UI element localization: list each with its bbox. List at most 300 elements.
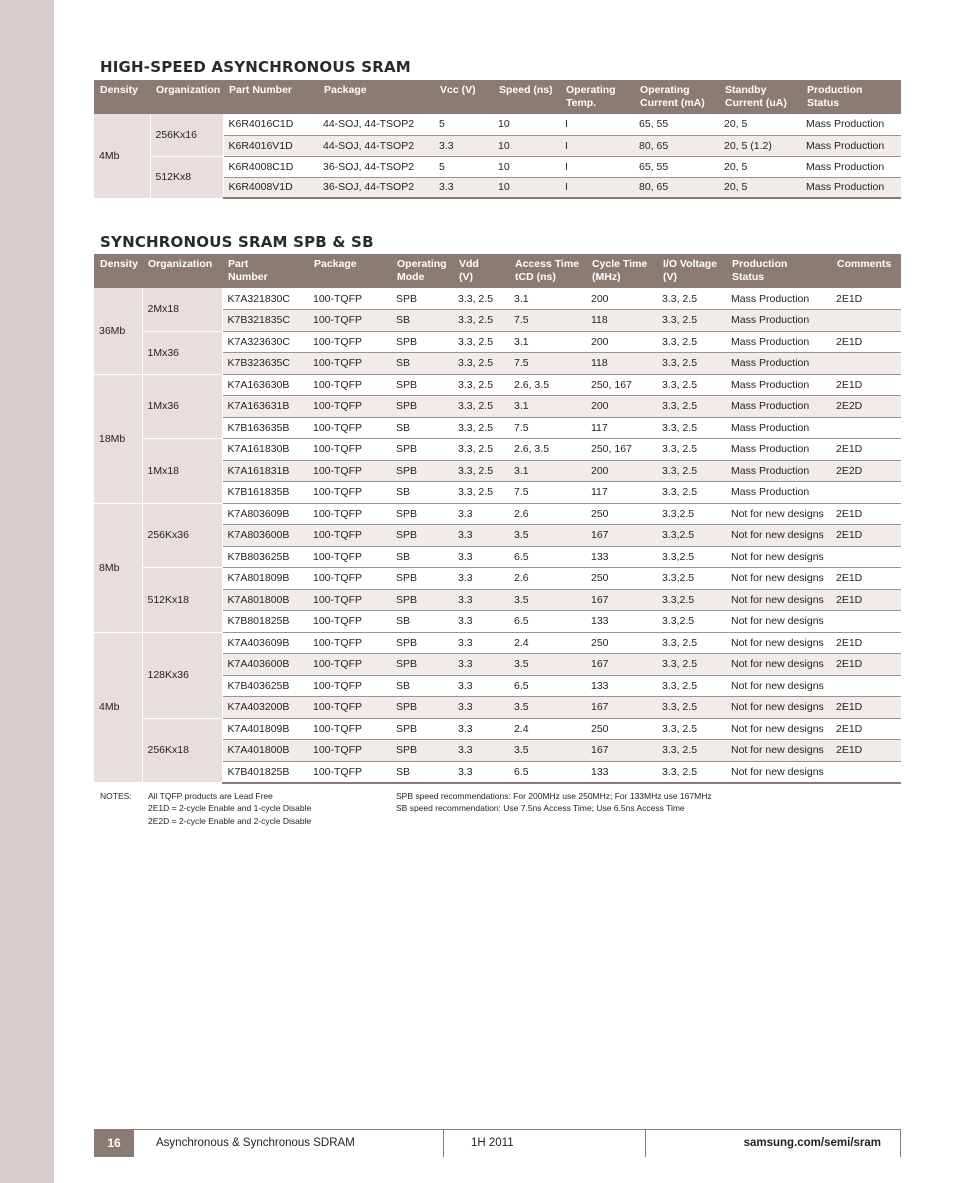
table-cell: 3.3 bbox=[453, 525, 509, 547]
part-number-cell: K7A403609B bbox=[222, 632, 308, 654]
table-cell: Mass Production bbox=[726, 439, 831, 461]
table-cell: Not for new designs bbox=[726, 568, 831, 590]
table-cell: 3.3, 2.5 bbox=[657, 310, 726, 332]
table-row bbox=[94, 718, 901, 740]
table-cell: 2.4 bbox=[509, 632, 586, 654]
table-cell: SB bbox=[391, 417, 453, 439]
table-cell: 6.5 bbox=[509, 675, 586, 697]
column-header: Part Number bbox=[222, 254, 308, 288]
column-header: Operating Temp. bbox=[560, 80, 634, 114]
table-cell: 200 bbox=[586, 460, 657, 482]
table-cell: 6.5 bbox=[509, 761, 586, 783]
table-cell: 200 bbox=[586, 331, 657, 353]
part-number-cell: K7A163631B bbox=[222, 396, 308, 418]
table-cell: 117 bbox=[586, 417, 657, 439]
table-cell: 100-TQFP bbox=[308, 546, 391, 568]
table-cell: 20, 5 bbox=[719, 177, 801, 198]
table-cell: Not for new designs bbox=[726, 546, 831, 568]
part-number-cell: K7A403200B bbox=[222, 697, 308, 719]
note-line: 2E1D = 2-cycle Enable and 1-cycle Disable bbox=[148, 803, 312, 814]
table-cell: 100-TQFP bbox=[308, 740, 391, 762]
column-header: Operating Mode bbox=[391, 254, 453, 288]
table-cell: 44-SOJ, 44-TSOP2 bbox=[318, 114, 434, 135]
table-cell: 3.3,2.5 bbox=[657, 611, 726, 633]
table-cell: 100-TQFP bbox=[308, 482, 391, 504]
column-header: Vdd (V) bbox=[453, 254, 509, 288]
table-cell: 3.3, 2.5 bbox=[453, 353, 509, 375]
organization-cell: 1Mx36 bbox=[142, 331, 222, 374]
column-header: Speed (ns) bbox=[493, 80, 560, 114]
table-cell: Not for new designs bbox=[726, 525, 831, 547]
table-cell: Not for new designs bbox=[726, 611, 831, 633]
table-cell: 2E1D bbox=[831, 331, 901, 353]
table-cell: SPB bbox=[391, 697, 453, 719]
async-sram-title: HIGH-SPEED ASYNCHRONOUS SRAM bbox=[100, 58, 411, 76]
organization-cell: 1Mx18 bbox=[142, 439, 222, 504]
note-line: SB speed recommendation: Use 7.5ns Access Time; Use 6.5ns Access Time bbox=[396, 803, 685, 814]
table-cell: Not for new designs bbox=[726, 761, 831, 783]
table-cell: 3.3, 2.5 bbox=[657, 353, 726, 375]
table-cell: SPB bbox=[391, 525, 453, 547]
table-cell: 100-TQFP bbox=[308, 417, 391, 439]
table-cell: SPB bbox=[391, 654, 453, 676]
table-cell: 2.6, 3.5 bbox=[509, 374, 586, 396]
table-cell: SB bbox=[391, 353, 453, 375]
table-header-row bbox=[94, 254, 901, 288]
table-cell: 100-TQFP bbox=[308, 439, 391, 461]
table-cell: 7.5 bbox=[509, 482, 586, 504]
table-cell: 3.3, 2.5 bbox=[453, 460, 509, 482]
table-cell: 133 bbox=[586, 611, 657, 633]
table-cell: 100-TQFP bbox=[308, 611, 391, 633]
table-cell: 167 bbox=[586, 589, 657, 611]
table-cell: Mass Production bbox=[726, 482, 831, 504]
table-row bbox=[94, 374, 901, 396]
organization-cell: 512Kx18 bbox=[142, 568, 222, 633]
table-cell: SPB bbox=[391, 460, 453, 482]
table-cell: 80, 65 bbox=[634, 177, 719, 198]
table-cell: Not for new designs bbox=[726, 740, 831, 762]
part-number-cell: K7A803600B bbox=[222, 525, 308, 547]
table-cell: 3.3 bbox=[453, 740, 509, 762]
table-cell: 5 bbox=[434, 114, 493, 135]
table-cell: 3.3,2.5 bbox=[657, 568, 726, 590]
table-cell: 100-TQFP bbox=[308, 331, 391, 353]
table-cell: 2E2D bbox=[831, 396, 901, 418]
part-number-cell: K7A403600B bbox=[222, 654, 308, 676]
table-cell bbox=[831, 546, 901, 568]
notes-label: NOTES: bbox=[100, 791, 132, 801]
table-cell: 100-TQFP bbox=[308, 374, 391, 396]
table-cell: Mass Production bbox=[726, 460, 831, 482]
table-cell: 3.3, 2.5 bbox=[657, 697, 726, 719]
table-cell: 250, 167 bbox=[586, 439, 657, 461]
table-cell: 5 bbox=[434, 156, 493, 177]
part-number-cell: K7B163635B bbox=[222, 417, 308, 439]
table-cell: 3.3,2.5 bbox=[657, 546, 726, 568]
table-cell: Mass Production bbox=[801, 177, 901, 198]
table-cell: 2E1D bbox=[831, 525, 901, 547]
table-row bbox=[94, 156, 901, 177]
table-cell: SB bbox=[391, 310, 453, 332]
table-cell: 3.3, 2.5 bbox=[657, 632, 726, 654]
table-cell: 3.3,2.5 bbox=[657, 525, 726, 547]
table-cell: 250 bbox=[586, 503, 657, 525]
table-cell: Not for new designs bbox=[726, 675, 831, 697]
table-cell: 250 bbox=[586, 568, 657, 590]
table-cell: 2E1D bbox=[831, 439, 901, 461]
table-cell: 7.5 bbox=[509, 417, 586, 439]
part-number-cell: K7B161835B bbox=[222, 482, 308, 504]
table-cell: 100-TQFP bbox=[308, 697, 391, 719]
table-cell: 200 bbox=[586, 288, 657, 310]
table-cell: 3.3, 2.5 bbox=[657, 482, 726, 504]
table-cell: Mass Production bbox=[726, 310, 831, 332]
table-cell: I bbox=[560, 177, 634, 198]
part-number-cell: K7A801809B bbox=[222, 568, 308, 590]
table-cell: 20, 5 (1.2) bbox=[719, 135, 801, 156]
table-cell: 3.5 bbox=[509, 697, 586, 719]
table-cell: 7.5 bbox=[509, 353, 586, 375]
notes-column-2 bbox=[396, 790, 712, 815]
table-cell: 2E1D bbox=[831, 654, 901, 676]
note-line: All TQFP products are Lead Free bbox=[148, 791, 273, 801]
table-cell: 3.3 bbox=[453, 632, 509, 654]
part-number-cell: K6R4008V1D bbox=[223, 177, 318, 198]
table-cell: Mass Production bbox=[726, 353, 831, 375]
column-header: Density bbox=[94, 80, 150, 114]
page-number: 16 bbox=[94, 1130, 134, 1157]
table-cell: 3.3 bbox=[453, 503, 509, 525]
table-cell: SPB bbox=[391, 718, 453, 740]
table-cell: 133 bbox=[586, 546, 657, 568]
table-cell: SPB bbox=[391, 288, 453, 310]
table-cell: 250 bbox=[586, 718, 657, 740]
table-cell: 250, 167 bbox=[586, 374, 657, 396]
column-header: Cycle Time (MHz) bbox=[586, 254, 657, 288]
table-cell: I bbox=[560, 114, 634, 135]
table-cell: 167 bbox=[586, 525, 657, 547]
organization-cell: 2Mx18 bbox=[142, 288, 222, 331]
sync-sram-table bbox=[94, 254, 901, 784]
table-cell: 167 bbox=[586, 697, 657, 719]
table-cell: 6.5 bbox=[509, 546, 586, 568]
table-cell: 10 bbox=[493, 177, 560, 198]
table-cell: 65, 55 bbox=[634, 156, 719, 177]
table-cell: 10 bbox=[493, 114, 560, 135]
table-cell: 3.3 bbox=[453, 589, 509, 611]
table-cell: Not for new designs bbox=[726, 503, 831, 525]
table-cell: 3.3, 2.5 bbox=[657, 740, 726, 762]
table-cell: SB bbox=[391, 761, 453, 783]
table-cell: 2.6 bbox=[509, 568, 586, 590]
table-cell: 2E1D bbox=[831, 589, 901, 611]
part-number-cell: K6R4016C1D bbox=[223, 114, 318, 135]
note-line: SPB speed recommendations: For 200MHz use 250MHz; For 133MHz use 167MHz bbox=[396, 791, 712, 801]
part-number-cell: K7B401825B bbox=[222, 761, 308, 783]
part-number-cell: K7A801800B bbox=[222, 589, 308, 611]
table-cell: SPB bbox=[391, 396, 453, 418]
table-cell: 100-TQFP bbox=[308, 353, 391, 375]
part-number-cell: K7B403625B bbox=[222, 675, 308, 697]
table-cell: Mass Production bbox=[726, 331, 831, 353]
organization-cell: 1Mx36 bbox=[142, 374, 222, 439]
table-cell: 3.1 bbox=[509, 396, 586, 418]
table-cell bbox=[831, 417, 901, 439]
table-cell: 3.3, 2.5 bbox=[657, 396, 726, 418]
table-cell: 3.3, 2.5 bbox=[657, 654, 726, 676]
density-cell: 4Mb bbox=[94, 114, 150, 198]
table-cell: I bbox=[560, 135, 634, 156]
table-cell: 3.1 bbox=[509, 460, 586, 482]
table-cell: 3.3,2.5 bbox=[657, 503, 726, 525]
table-cell: 133 bbox=[586, 761, 657, 783]
table-cell: 3.3 bbox=[453, 654, 509, 676]
table-cell: SPB bbox=[391, 632, 453, 654]
table-row bbox=[94, 288, 901, 310]
column-header: Density bbox=[94, 254, 142, 288]
table-cell: 3.1 bbox=[509, 288, 586, 310]
part-number-cell: K7A163630B bbox=[222, 374, 308, 396]
table-cell: Mass Production bbox=[726, 396, 831, 418]
organization-cell: 256Kx36 bbox=[142, 503, 222, 568]
column-header: Access Time tCD (ns) bbox=[509, 254, 586, 288]
table-cell: 2E1D bbox=[831, 503, 901, 525]
table-cell: 3.3, 2.5 bbox=[657, 460, 726, 482]
table-cell: 100-TQFP bbox=[308, 288, 391, 310]
table-cell: SB bbox=[391, 482, 453, 504]
table-cell: 3.3, 2.5 bbox=[453, 396, 509, 418]
part-number-cell: K7B323635C bbox=[222, 353, 308, 375]
notes-column-1 bbox=[148, 790, 311, 827]
table-cell: SPB bbox=[391, 503, 453, 525]
table-cell: 2E1D bbox=[831, 718, 901, 740]
table-cell: SPB bbox=[391, 331, 453, 353]
part-number-cell: K6R4008C1D bbox=[223, 156, 318, 177]
table-cell: Mass Production bbox=[801, 156, 901, 177]
table-cell: 20, 5 bbox=[719, 156, 801, 177]
table-cell: 2E1D bbox=[831, 374, 901, 396]
table-row bbox=[94, 114, 901, 135]
table-cell: 3.3, 2.5 bbox=[657, 331, 726, 353]
table-cell: 3.3 bbox=[453, 611, 509, 633]
table-cell: 3.3, 2.5 bbox=[453, 288, 509, 310]
table-cell: 3.3, 2.5 bbox=[657, 374, 726, 396]
footer-date: 1H 2011 bbox=[471, 1137, 514, 1149]
table-cell bbox=[831, 611, 901, 633]
table-header-row bbox=[94, 80, 901, 114]
table-cell: 3.3 bbox=[453, 675, 509, 697]
table-cell: 2E1D bbox=[831, 740, 901, 762]
footer-url-link[interactable]: samsung.com/semi/sram bbox=[743, 1137, 881, 1149]
column-header: Standby Current (uA) bbox=[719, 80, 801, 114]
table-cell: 3.3 bbox=[453, 761, 509, 783]
table-cell: 3.3, 2.5 bbox=[453, 439, 509, 461]
table-cell: Mass Production bbox=[801, 114, 901, 135]
table-row bbox=[94, 503, 901, 525]
table-cell: 100-TQFP bbox=[308, 675, 391, 697]
density-cell: 36Mb bbox=[94, 288, 142, 374]
table-cell: 2E1D bbox=[831, 568, 901, 590]
table-cell: 100-TQFP bbox=[308, 654, 391, 676]
table-cell: 3.5 bbox=[509, 654, 586, 676]
table-cell: 2E1D bbox=[831, 288, 901, 310]
table-cell: 3.3, 2.5 bbox=[657, 718, 726, 740]
table-cell: SB bbox=[391, 546, 453, 568]
table-cell: 44-SOJ, 44-TSOP2 bbox=[318, 135, 434, 156]
table-cell: 3.3 bbox=[434, 135, 493, 156]
table-row bbox=[94, 331, 901, 353]
table-cell: 3.3, 2.5 bbox=[453, 310, 509, 332]
density-cell: 4Mb bbox=[94, 632, 142, 783]
table-cell: 100-TQFP bbox=[308, 632, 391, 654]
part-number-cell: K7B321835C bbox=[222, 310, 308, 332]
part-number-cell: K7A161830B bbox=[222, 439, 308, 461]
table-cell: 117 bbox=[586, 482, 657, 504]
table-cell: 2E2D bbox=[831, 460, 901, 482]
footer-divider bbox=[900, 1130, 901, 1157]
table-cell: SPB bbox=[391, 589, 453, 611]
table-row bbox=[94, 439, 901, 461]
column-header: Vcc (V) bbox=[434, 80, 493, 114]
table-cell: 100-TQFP bbox=[308, 460, 391, 482]
table-cell: 10 bbox=[493, 156, 560, 177]
table-cell: 3.3, 2.5 bbox=[453, 331, 509, 353]
table-cell: I bbox=[560, 156, 634, 177]
part-number-cell: K7A803609B bbox=[222, 503, 308, 525]
table-cell: 250 bbox=[586, 632, 657, 654]
table-cell: 167 bbox=[586, 740, 657, 762]
organization-cell: 256Kx16 bbox=[150, 114, 223, 156]
table-cell: Mass Production bbox=[726, 374, 831, 396]
table-cell: 3.3, 2.5 bbox=[657, 288, 726, 310]
table-cell bbox=[831, 310, 901, 332]
table-cell: Not for new designs bbox=[726, 632, 831, 654]
table-cell: 100-TQFP bbox=[308, 718, 391, 740]
table-cell: Mass Production bbox=[726, 417, 831, 439]
table-cell: 3.3 bbox=[434, 177, 493, 198]
table-cell: 3.3, 2.5 bbox=[657, 439, 726, 461]
table-cell: 3.3, 2.5 bbox=[453, 417, 509, 439]
table-cell: 36-SOJ, 44-TSOP2 bbox=[318, 177, 434, 198]
column-header: Organization bbox=[142, 254, 222, 288]
footer-document-title: Asynchronous & Synchronous SDRAM bbox=[156, 1137, 355, 1149]
table-cell: 80, 65 bbox=[634, 135, 719, 156]
part-number-cell: K7A401809B bbox=[222, 718, 308, 740]
part-number-cell: K6R4016V1D bbox=[223, 135, 318, 156]
table-cell: 3.5 bbox=[509, 525, 586, 547]
table-cell: 3.3,2.5 bbox=[657, 589, 726, 611]
table-cell: 3.3 bbox=[453, 546, 509, 568]
table-cell: 3.3 bbox=[453, 568, 509, 590]
left-margin-bar bbox=[0, 0, 54, 1183]
part-number-cell: K7A161831B bbox=[222, 460, 308, 482]
table-row bbox=[94, 568, 901, 590]
density-cell: 18Mb bbox=[94, 374, 142, 503]
table-cell: 133 bbox=[586, 675, 657, 697]
table-cell: 3.3, 2.5 bbox=[657, 761, 726, 783]
column-header: Production Status bbox=[801, 80, 901, 114]
table-cell: 100-TQFP bbox=[308, 568, 391, 590]
table-cell: SB bbox=[391, 675, 453, 697]
density-cell: 8Mb bbox=[94, 503, 142, 632]
page-footer bbox=[94, 1129, 901, 1157]
table-cell bbox=[831, 482, 901, 504]
table-cell: 2.4 bbox=[509, 718, 586, 740]
table-cell: 7.5 bbox=[509, 310, 586, 332]
table-cell: 118 bbox=[586, 310, 657, 332]
async-sram-table bbox=[94, 80, 901, 199]
table-cell: Not for new designs bbox=[726, 697, 831, 719]
footer-divider bbox=[443, 1130, 444, 1157]
column-header: Part Number bbox=[223, 80, 318, 114]
organization-cell: 128Kx36 bbox=[142, 632, 222, 718]
table-cell: 65, 55 bbox=[634, 114, 719, 135]
table-cell bbox=[831, 353, 901, 375]
table-cell: 100-TQFP bbox=[308, 396, 391, 418]
table-cell: 10 bbox=[493, 135, 560, 156]
column-header: Organization bbox=[150, 80, 223, 114]
table-cell: 3.3, 2.5 bbox=[453, 482, 509, 504]
table-cell bbox=[831, 761, 901, 783]
table-cell: 3.5 bbox=[509, 740, 586, 762]
table-cell: 100-TQFP bbox=[308, 503, 391, 525]
table-cell: 167 bbox=[586, 654, 657, 676]
part-number-cell: K7B803625B bbox=[222, 546, 308, 568]
table-cell: 3.3, 2.5 bbox=[657, 675, 726, 697]
sync-sram-title: SYNCHRONOUS SRAM SPB & SB bbox=[100, 233, 374, 251]
organization-cell: 256Kx18 bbox=[142, 718, 222, 783]
organization-cell: 512Kx8 bbox=[150, 156, 223, 198]
table-cell: Mass Production bbox=[801, 135, 901, 156]
table-cell: SPB bbox=[391, 439, 453, 461]
table-cell: 3.5 bbox=[509, 589, 586, 611]
table-cell: 100-TQFP bbox=[308, 310, 391, 332]
column-header: Operating Current (mA) bbox=[634, 80, 719, 114]
column-header: Package bbox=[308, 254, 391, 288]
table-cell: SPB bbox=[391, 740, 453, 762]
table-cell: SB bbox=[391, 611, 453, 633]
table-cell: 100-TQFP bbox=[308, 525, 391, 547]
table-cell: 2.6 bbox=[509, 503, 586, 525]
table-cell: 2.6, 3.5 bbox=[509, 439, 586, 461]
column-header: Production Status bbox=[726, 254, 831, 288]
table-cell: 6.5 bbox=[509, 611, 586, 633]
part-number-cell: K7A321830C bbox=[222, 288, 308, 310]
table-cell: 2E1D bbox=[831, 632, 901, 654]
table-row bbox=[94, 632, 901, 654]
column-header: Comments bbox=[831, 254, 901, 288]
table-cell: 2E1D bbox=[831, 697, 901, 719]
table-cell: 3.3 bbox=[453, 718, 509, 740]
part-number-cell: K7A401800B bbox=[222, 740, 308, 762]
table-cell: 3.1 bbox=[509, 331, 586, 353]
table-cell: Not for new designs bbox=[726, 718, 831, 740]
table-cell: 3.3 bbox=[453, 697, 509, 719]
note-line: 2E2D = 2-cycle Enable and 2-cycle Disable bbox=[148, 815, 312, 826]
table-cell: SPB bbox=[391, 374, 453, 396]
table-cell bbox=[831, 675, 901, 697]
table-cell: 3.3, 2.5 bbox=[657, 417, 726, 439]
table-cell: 36-SOJ, 44-TSOP2 bbox=[318, 156, 434, 177]
table-cell: 100-TQFP bbox=[308, 589, 391, 611]
part-number-cell: K7B801825B bbox=[222, 611, 308, 633]
table-cell: 118 bbox=[586, 353, 657, 375]
column-header: I/O Voltage (V) bbox=[657, 254, 726, 288]
part-number-cell: K7A323630C bbox=[222, 331, 308, 353]
table-cell: 200 bbox=[586, 396, 657, 418]
table-cell: Not for new designs bbox=[726, 589, 831, 611]
